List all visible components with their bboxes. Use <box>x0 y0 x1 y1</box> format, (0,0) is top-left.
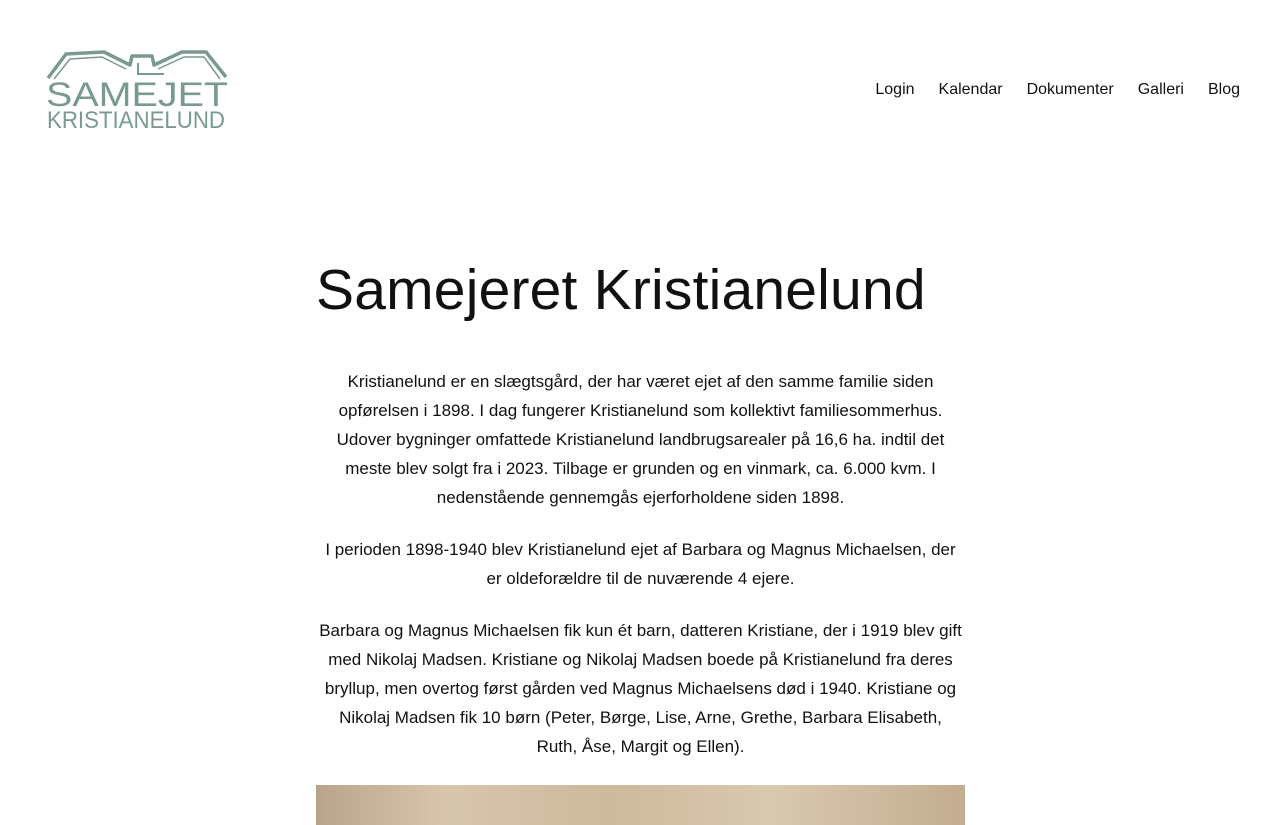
nav-item-kalendar[interactable]: Kalendar <box>938 81 1003 98</box>
nav-item-dokumenter[interactable]: Dokumenter <box>1026 81 1114 98</box>
paragraph-1898-1940: I perioden 1898-1940 blev Kristianelund ejet af Barbara og Magnus Michaelsen, der er oldeforældre til de nuværende 4 ejere. <box>325 540 956 588</box>
logo-line2: KRISTIANELUND <box>47 107 225 131</box>
logo-line1: SAMEJET <box>46 76 228 114</box>
site-header <box>0 0 1280 180</box>
historic-photo <box>316 785 965 825</box>
paragraph-intro: Kristianelund er en slægtsgård, der har været ejet af den samme familie siden opførelsen i 1898. I dag fungerer Kristianelund som kollektivt familiesommerhus. Udover bygninger omfattede Kristianelund landbrugsarealer på 16,6 ha. indtil det meste blev solgt fra i 2023. Tilbage er grunden og en vinmark, ca. 6.000 kvm. I nedenstående gennemgås ejerforholdene siden 1898. <box>336 372 945 507</box>
article-body <box>316 367 965 761</box>
logo-graphic <box>46 49 230 131</box>
page-title: Samejeret Kristianelund <box>316 258 926 322</box>
paragraph-kristiane: Barbara og Magnus Michaelsen fik kun ét barn, datteren Kristiane, der i 1919 blev gift med Nikolaj Madsen. Kristiane og Nikolaj Madsen boede på Kristianelund fra deres bryllup, men overtog først gården ved Magnus Michaelsens død i 1940. Kristiane og Nikolaj Madsen fik 10 børn (Peter, Børge, Lise, Arne, Grethe, Barbara Elisabeth, Ruth, Åse, Margit og Ellen). <box>319 621 962 756</box>
nav-item-login[interactable]: Login <box>875 81 915 98</box>
site-logo[interactable] <box>46 49 230 131</box>
nav-item-galleri[interactable]: Galleri <box>1137 81 1184 98</box>
nav-item-blog[interactable]: Blog <box>1207 81 1240 98</box>
main-content <box>316 250 965 784</box>
main-nav <box>875 80 1240 100</box>
